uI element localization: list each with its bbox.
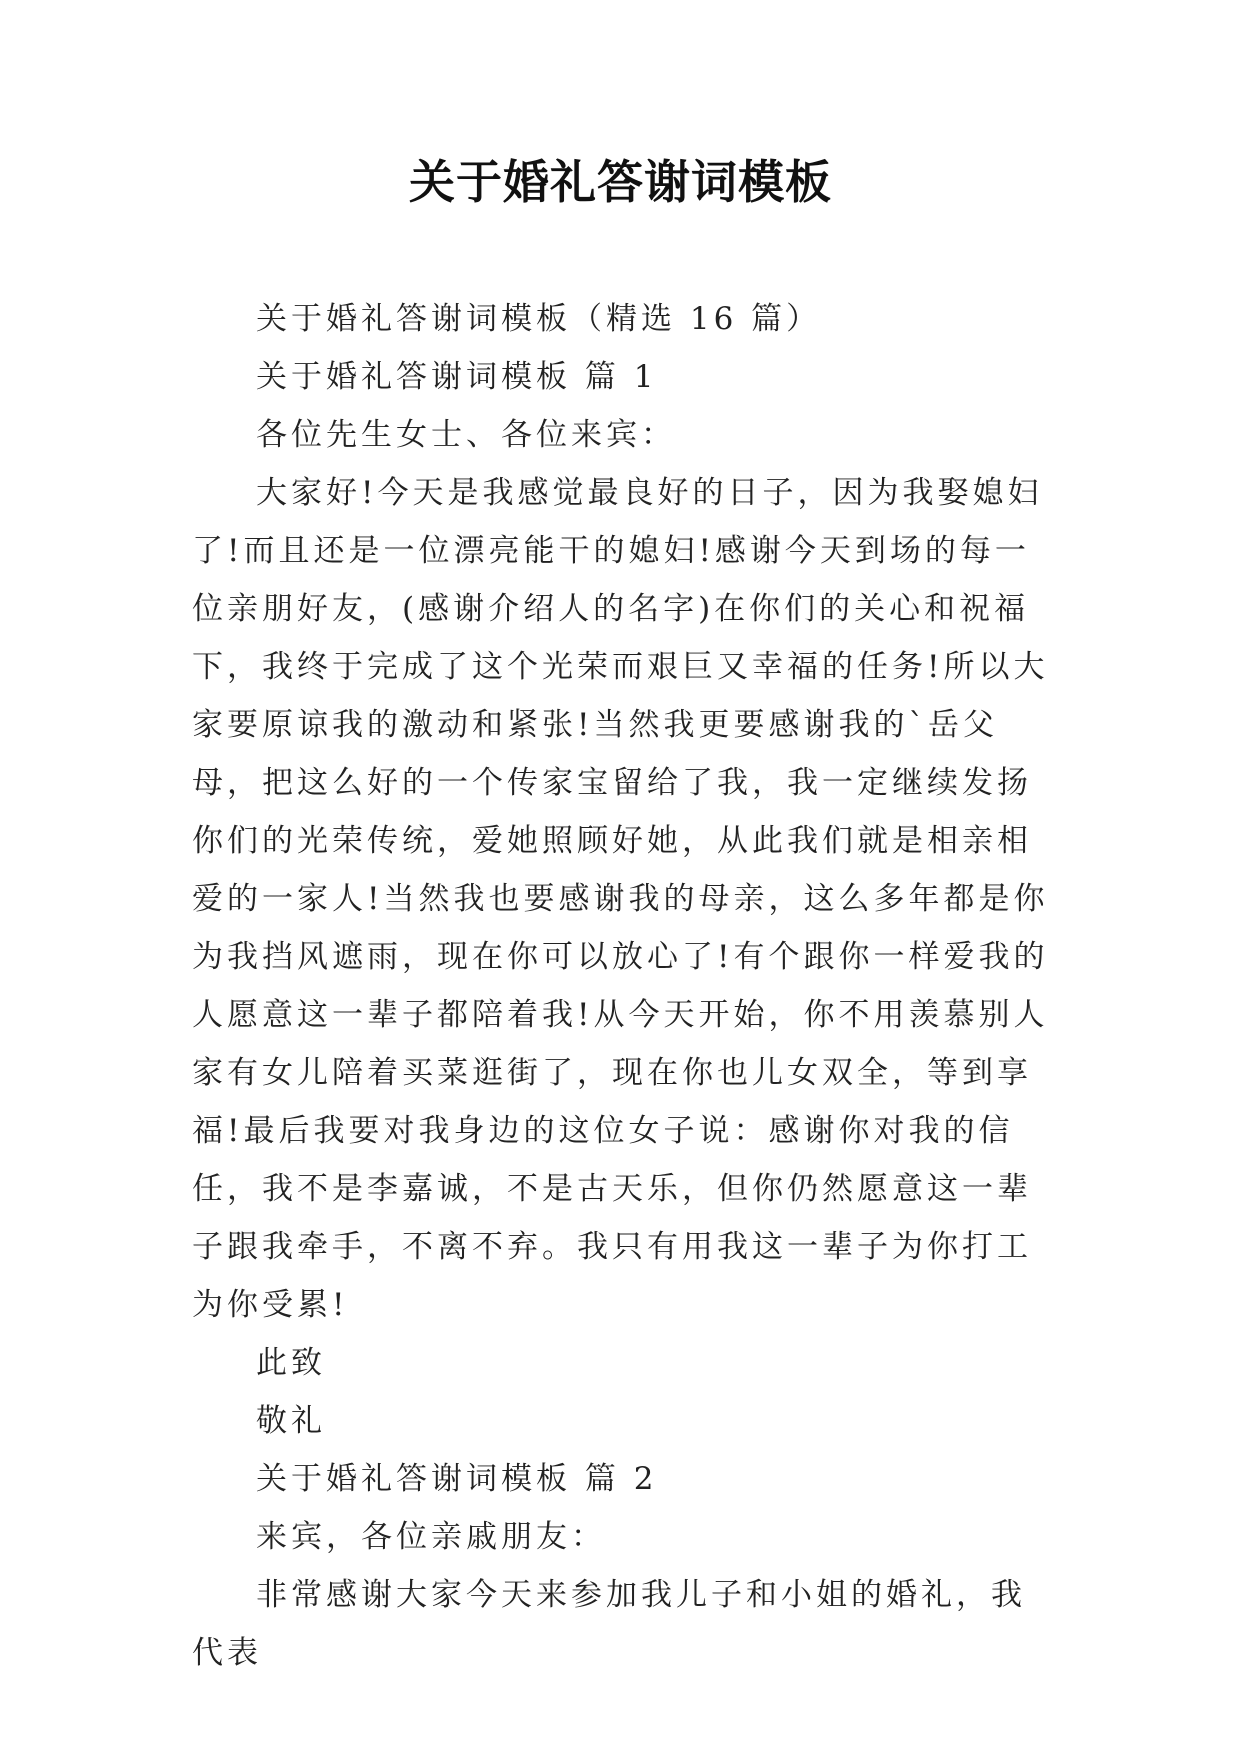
paragraph-subtitle: 关于婚礼答谢词模板（精选 16 篇） bbox=[256, 301, 822, 337]
paragraph-section-heading-1: 关于婚礼答谢词模板 篇 1 bbox=[256, 359, 658, 395]
paragraph-closing-1: 此致 bbox=[256, 1345, 326, 1381]
document-title: 关于婚礼答谢词模板 bbox=[409, 155, 832, 209]
paragraph-speech-2: 非常感谢大家今天来参加我儿子和小姐的婚礼，我代表 bbox=[192, 1577, 1026, 1671]
paragraph-salutation-1: 各位先生女士、各位来宾： bbox=[256, 417, 676, 453]
document-body bbox=[192, 290, 1052, 1682]
paragraph-section-heading-2: 关于婚礼答谢词模板 篇 2 bbox=[256, 1461, 658, 1497]
paragraph-closing-2: 敬礼 bbox=[256, 1403, 326, 1439]
paragraph-salutation-2: 来宾，各位亲戚朋友： bbox=[256, 1519, 606, 1555]
paragraph-speech-1: 大家好!今天是我感觉最良好的日子，因为我娶媳妇了!而且还是一位漂亮能干的媳妇!感谢今天到场的每一位亲朋好友，(感谢介绍人的名字)在你们的关心和祝福下，我终于完成了这个光荣而艰巨又幸福的任务!所以大家要原谅我的激动和紧张!当然我更要感谢我的`岳父母，把这么好的一个传家宝留给了我，我一定继续发扬你们的光荣传统，爱她照顾好她，从此我们就是相亲相爱的一家人!当然我也要感谢我的母亲，这么多年都是你为我挡风遮雨，现在你可以放心了!有个跟你一样爱我的人愿意这一辈子都陪着我!从今天开始，你不用羡慕别人家有女儿陪着买菜逛街了，现在你也儿女双全，等到享福!最后我要对我身边的这位女子说：感谢你对我的信任，我不是李嘉诚，不是古天乐，但你仍然愿意这一辈子跟我牵手，不离不弃。我只有用我这一辈子为你打工为你受累! bbox=[192, 475, 1049, 1323]
